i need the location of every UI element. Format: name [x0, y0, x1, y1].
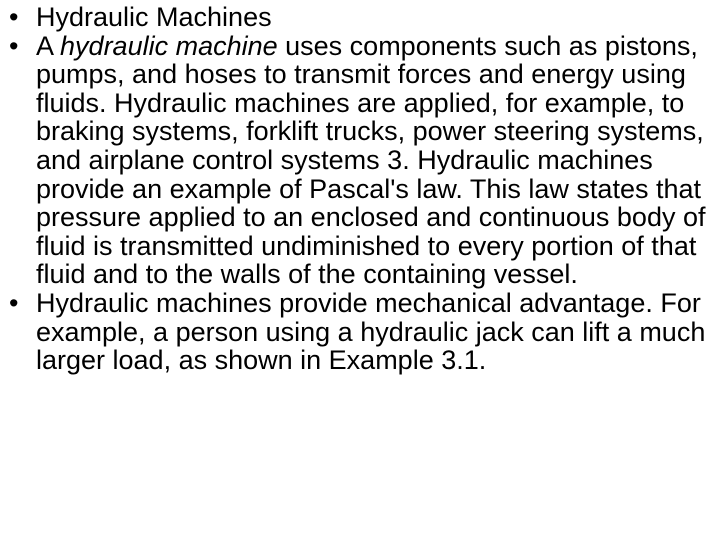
bullet-definition-text — [36, 31, 705, 290]
bullet-title-text: Hydraulic Machines — [36, 2, 272, 32]
bullet-dot: • — [9, 30, 19, 61]
bullet-mechanical-advantage — [0, 289, 712, 375]
bullet-definition — [0, 32, 712, 289]
bullet-list — [0, 3, 712, 375]
definition-body: uses components such as pistons, pumps, and hoses to transmit forces and energy using fluids. Hydraulic machines are applied, for example, to braking systems, forklift trucks, power steering systems, and airplane control systems 3. Hydraulic machines provide an example of Pascal's law. This law states that pressure applied to an enclosed and continuous body of fluid is transmitted undiminished to every portion of that fluid and to the walls of the containing vessel. — [36, 30, 706, 290]
bullet-dot: • — [9, 2, 19, 32]
bullet-mechanical-advantage-text: Hydraulic machines provide mechanical advantage. For example, a person using a hydraulic jack can lift a much larger load, as shown in Example 3.1. — [36, 287, 706, 376]
definition-lead: A — [36, 30, 61, 61]
bullet-title — [0, 3, 712, 32]
definition-term: hydraulic machine — [60, 30, 278, 61]
bullet-dot: • — [9, 287, 19, 318]
